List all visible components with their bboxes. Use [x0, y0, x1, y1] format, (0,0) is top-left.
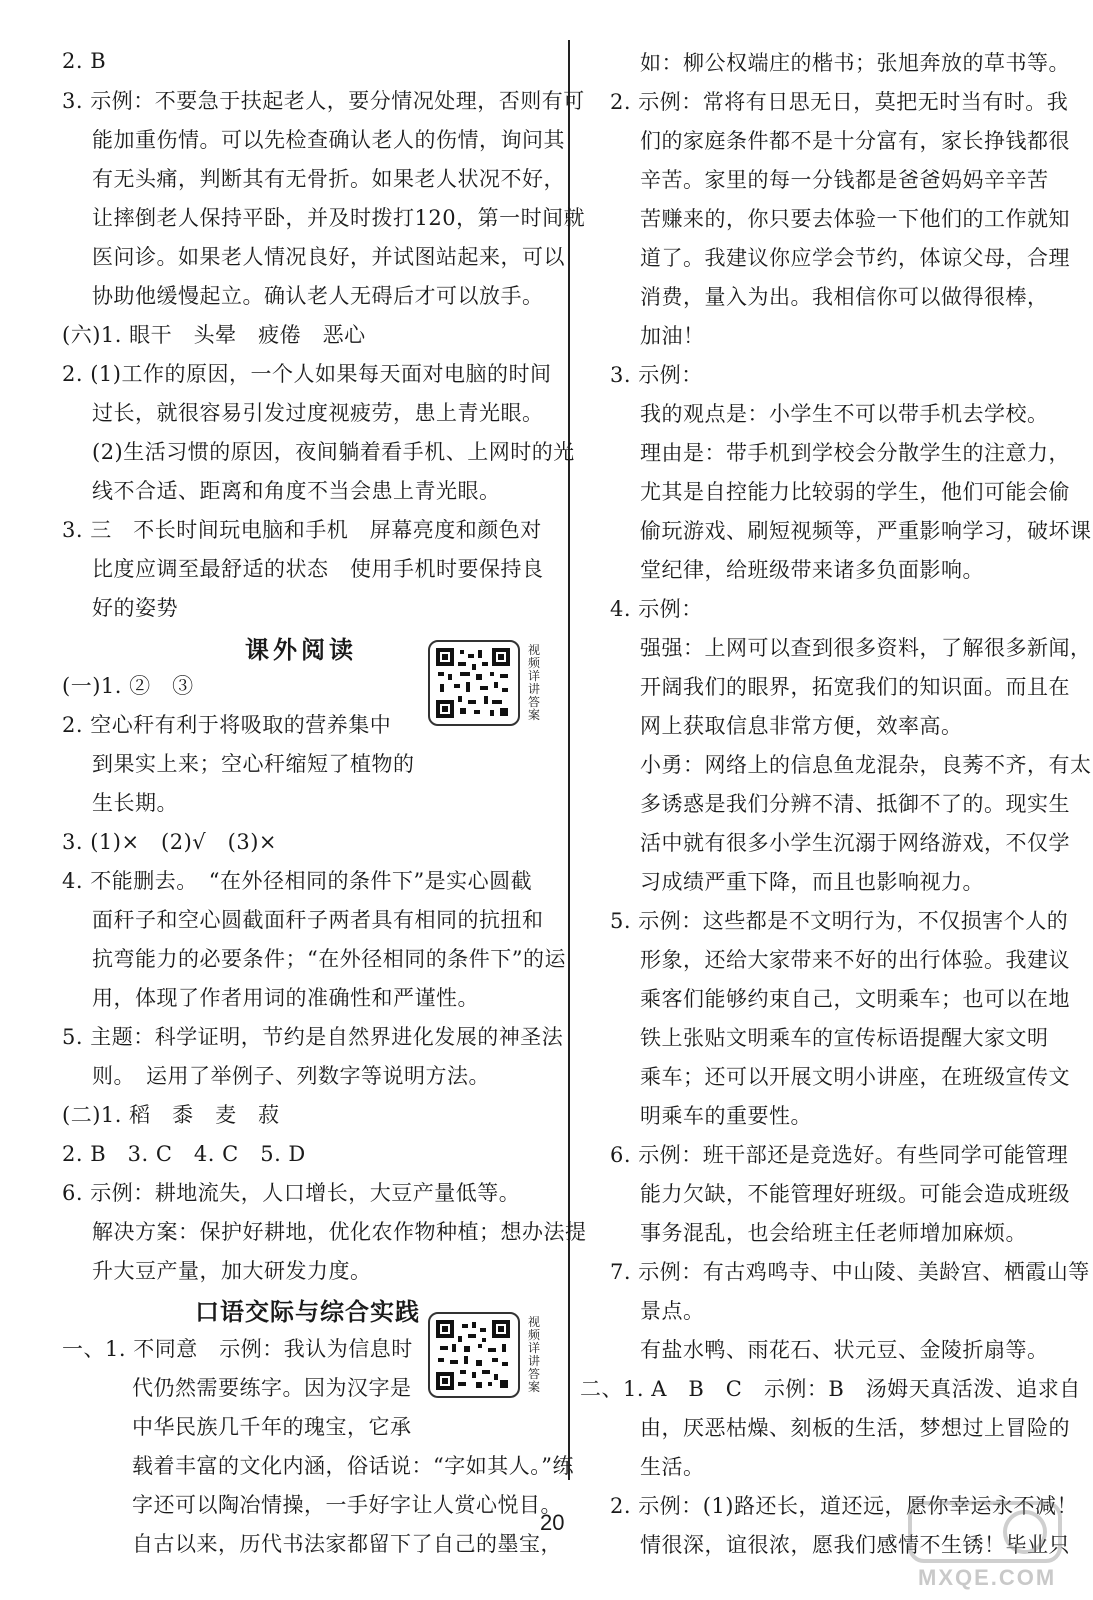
- right-line: 开阔我们的眼界，拓宽我们的知识面。而且在: [640, 675, 1070, 699]
- left-line: 一、1. 不同意 示例：我认为信息时: [62, 1337, 413, 1361]
- left-line: 到果实上来；空心秆缩短了植物的: [92, 752, 415, 776]
- right-line: 堂纪律，给班级带来诸多负面影响。: [640, 558, 984, 582]
- right-line: 辛苦。家里的每一分钱都是爸爸妈妈辛辛苦: [640, 168, 1049, 192]
- left-line: 解决方案：保护好耕地，优化农作物种植；想办法提: [92, 1220, 587, 1244]
- right-line: 活中就有很多小学生沉溺于网络游戏，不仅学: [640, 831, 1070, 855]
- right-line: 多诱惑是我们分辨不清、抵御不了的。现实生: [640, 792, 1070, 816]
- left-line: 2. 空心秆有利于将吸取的营养集中: [62, 713, 392, 737]
- right-line: 习成绩严重下降，而且也影响视力。: [640, 870, 984, 894]
- right-line: 苦赚来的，你只要去体验一下他们的工作就知: [640, 207, 1070, 231]
- left-line: 2. (1)工作的原因，一个人如果每天面对电脑的时间: [62, 362, 552, 386]
- column-divider: [568, 40, 570, 1480]
- left-line: 面秆子和空心圆截面秆子两者具有相同的抗扭和: [92, 908, 544, 932]
- right-line: 形象，还给大家带来不好的出行体验。我建议: [640, 948, 1070, 972]
- left-line: 医问诊。如果老人情况良好，并试图站起来，可以: [92, 245, 565, 269]
- right-line: 7. 示例：有古鸡鸣寺、中山陵、美龄宫、栖霞山等: [610, 1260, 1090, 1284]
- left-line: 3. (1)× (2)√ (3)×: [62, 830, 278, 854]
- left-line: 抗弯能力的必要条件；“在外径相同的条件下”的运: [92, 947, 566, 971]
- left-line: 代仍然需要练字。因为汉字是: [132, 1376, 412, 1400]
- right-line: 由，厌恶枯燥、刻板的生活，梦想过上冒险的: [640, 1416, 1070, 1440]
- section-heading-reading: 课外阅读: [245, 636, 357, 664]
- right-line: 5. 示例：这些都是不文明行为，不仅损害个人的: [610, 909, 1069, 933]
- left-line: 6. 示例：耕地流失，人口增长，大豆产量低等。: [62, 1181, 521, 1205]
- right-line: 2. 示例：(1)路还长，道还远，愿你幸运永不减！: [610, 1494, 1078, 1518]
- right-line: 事务混乱，也会给班主任老师增加麻烦。: [640, 1221, 1027, 1245]
- right-line: 4. 示例：: [610, 597, 703, 621]
- right-line: 能力欠缺，不能管理好班级。可能会造成班级: [640, 1182, 1070, 1206]
- left-line: 让摔倒老人保持平卧，并及时拨打120，第一时间就: [92, 206, 586, 230]
- right-line: 乘车；还可以开展文明小讲座，在班级宣传文: [640, 1065, 1070, 1089]
- qr-code[interactable]: [428, 1312, 520, 1398]
- right-line: 景点。: [640, 1299, 705, 1323]
- left-line: 则。 运用了举例子、列数字等说明方法。: [92, 1064, 490, 1088]
- page-number: 20: [540, 1510, 565, 1535]
- left-line: 5. 主题：科学证明，节约是自然界进化发展的神圣法: [62, 1025, 564, 1049]
- left-line: 2. B: [62, 49, 107, 73]
- left-line: 自古以来，历代书法家都留下了自己的墨宝，: [132, 1532, 562, 1556]
- right-line: 加油！: [640, 324, 705, 348]
- right-line: 强强：上网可以查到很多资料，了解很多新闻，: [640, 636, 1092, 660]
- left-line: 能加重伤情。可以先检查确认老人的伤情，询问其: [92, 128, 565, 152]
- right-line: 2. 示例：常将有日思无日，莫把无时当有时。我: [610, 90, 1069, 114]
- left-line: 4. 不能删去。 “在外径相同的条件下”是实心圆截: [62, 869, 533, 893]
- right-line: 尤其是自控能力比较弱的学生，他们可能会偷: [640, 480, 1070, 504]
- left-line: 升大豆产量，加大研发力度。: [92, 1259, 372, 1283]
- left-line: 字还可以陶冶情操，一手好字让人赏心悦目。: [132, 1493, 562, 1517]
- right-line: 6. 示例：班干部还是竞选好。有些同学可能管理: [610, 1143, 1069, 1167]
- qr-code-icon: [436, 648, 510, 718]
- left-line: 好的姿势: [92, 596, 178, 620]
- right-line: 铁上张贴文明乘车的宣传标语提醒大家文明: [640, 1026, 1049, 1050]
- right-line: 道了。我建议你应学会节约，体谅父母，合理: [640, 246, 1070, 270]
- left-line: 协助他缓慢起立。确认老人无碍后才可以放手。: [92, 284, 544, 308]
- left-line: 3. 示例：不要急于扶起老人，要分情况处理，否则有可: [62, 89, 585, 113]
- left-line: (六)1. 眼干 头晕 疲倦 恶心: [62, 323, 366, 347]
- section-heading-oral: 口语交际与综合实践: [195, 1298, 420, 1326]
- left-line: 比度应调至最舒适的状态 使用手机时要保持良: [92, 557, 544, 581]
- left-line: 线不合适、距离和角度不当会患上青光眼。: [92, 479, 501, 503]
- right-line: 理由是：带手机到学校会分散学生的注意力，: [640, 441, 1070, 465]
- qr-code-icon: [436, 1320, 510, 1390]
- left-line: (二)1. 稻 黍 麦 菽: [62, 1103, 280, 1127]
- left-line: 3. 三 不长时间玩电脑和手机 屏幕亮度和颜色对: [62, 518, 542, 542]
- right-line: 乘客们能够约束自己，文明乘车；也可以在地: [640, 987, 1070, 1011]
- right-line: 明乘车的重要性。: [640, 1104, 812, 1128]
- right-line: 如：柳公权端庄的楷书；张旭奔放的草书等。: [640, 51, 1070, 75]
- left-line: 中华民族几千年的瑰宝，它承: [132, 1415, 412, 1439]
- left-line: 过长，就很容易引发过度视疲劳，患上青光眼。: [92, 401, 544, 425]
- qr-label: 视频详讲答案: [527, 643, 540, 722]
- right-line: 网上获取信息非常方便，效率高。: [640, 714, 963, 738]
- left-line: (2)生活习惯的原因，夜间躺着看手机、上网时的光: [92, 440, 575, 464]
- right-line: 消费，量入为出。我相信你可以做得很棒，: [640, 285, 1049, 309]
- right-line: 们的家庭条件都不是十分富有，家长挣钱都很: [640, 129, 1070, 153]
- qr-label: 视频详讲答案: [527, 1315, 540, 1394]
- left-line: 用，体现了作者用词的准确性和严谨性。: [92, 986, 479, 1010]
- watermark: [900, 1495, 1080, 1595]
- right-line: 偷玩游戏、刷短视频等，严重影响学习，破坏课: [640, 519, 1092, 543]
- left-line: (一)1. ② ③: [62, 674, 194, 698]
- left-line: 载着丰富的文化内涵，俗话说：“字如其人。”练: [132, 1454, 574, 1478]
- left-line: 生长期。: [92, 791, 178, 815]
- right-line: 生活。: [640, 1455, 705, 1479]
- left-line: 有无头痛，判断其有无骨折。如果老人状况不好，: [92, 167, 565, 191]
- right-line: 二、1. A B C 示例：B 汤姆天真活泼、追求自: [580, 1377, 1081, 1401]
- right-line: 小勇：网络上的信息鱼龙混杂，良莠不齐，有太: [640, 753, 1092, 777]
- right-line: 我的观点是：小学生不可以带手机去学校。: [640, 402, 1049, 426]
- right-line: 情很深，谊很浓，愿我们感情不生锈！毕业只: [640, 1533, 1070, 1557]
- watermark-text: MXQE.COM: [918, 1565, 1057, 1590]
- qr-code[interactable]: [428, 640, 520, 726]
- right-line: 3. 示例：: [610, 363, 703, 387]
- left-line: 2. B 3. C 4. C 5. D: [62, 1142, 306, 1166]
- right-line: 有盐水鸭、雨花石、状元豆、金陵折扇等。: [640, 1338, 1049, 1362]
